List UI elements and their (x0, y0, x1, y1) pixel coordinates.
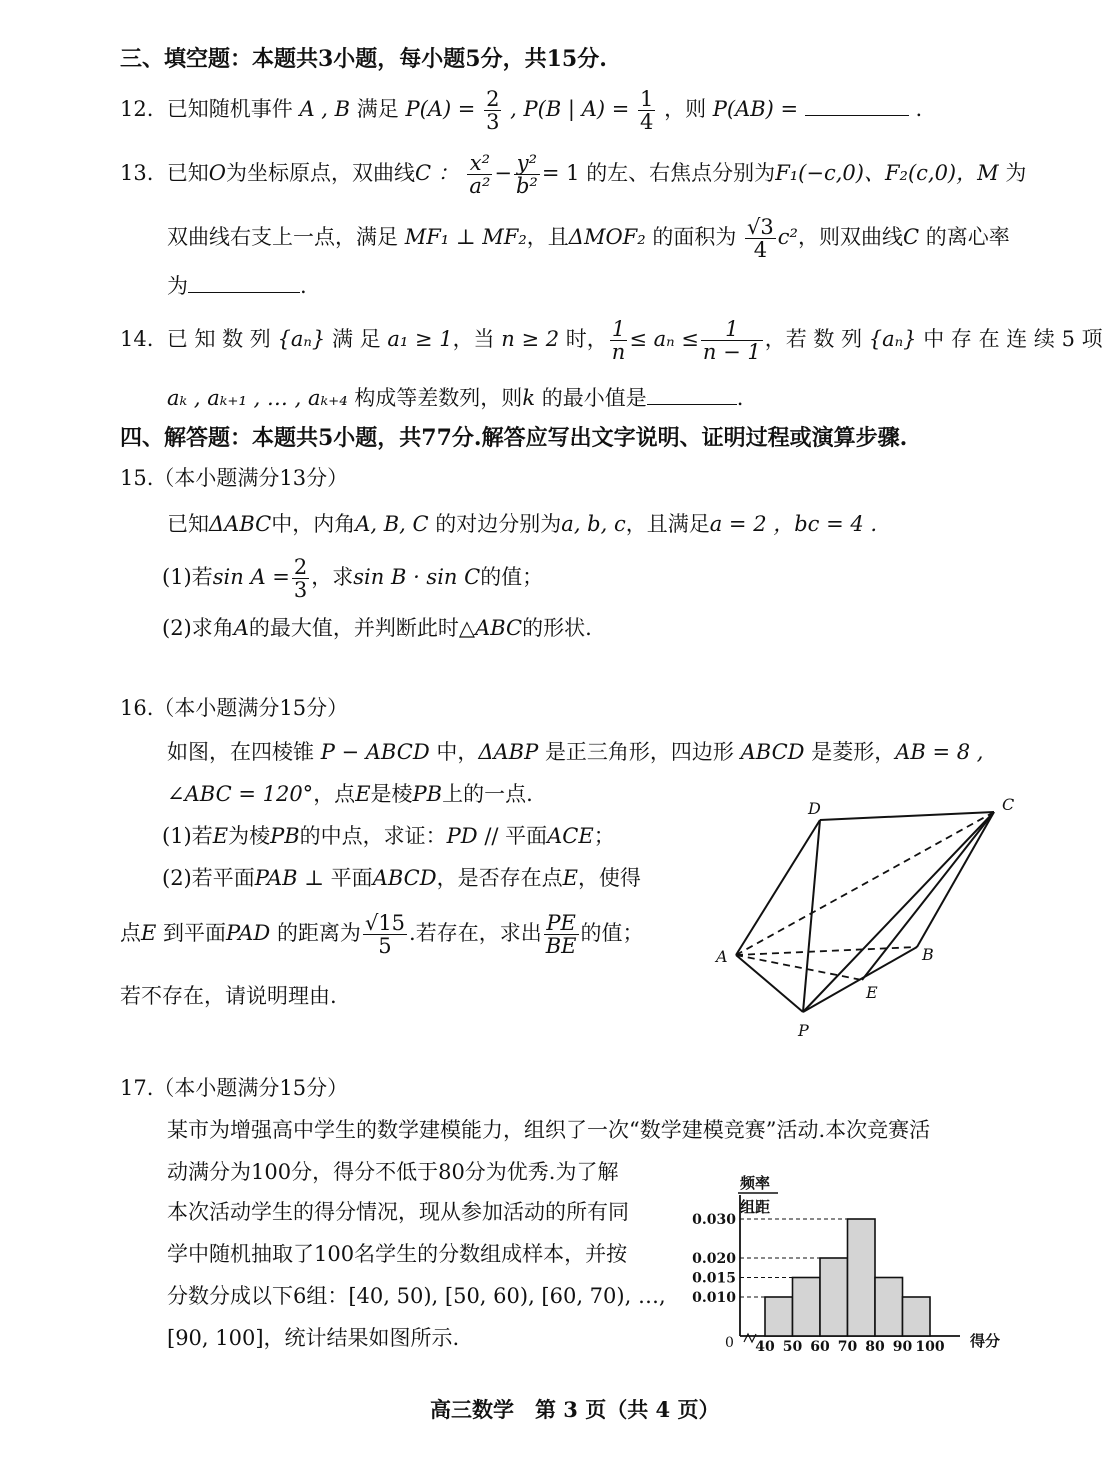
label-d: D (808, 799, 821, 818)
x-tick-label: 70 (837, 1339, 858, 1355)
question-number: 13. (120, 161, 154, 186)
question-number: 14. (120, 327, 154, 352)
x-tick-label: 60 (810, 1339, 830, 1355)
q16-quadrilateral: ABCD (740, 740, 805, 764)
q14-text: 中 存 在 连 续 5 项 (923, 327, 1103, 352)
fraction: $\frac{1}{n - 1}$ (702, 317, 761, 365)
q14-text: 构成等差数列，则 (354, 386, 523, 410)
histogram-bar (820, 1258, 848, 1336)
q16-plane: ACE (547, 824, 594, 848)
q16-point: E (141, 921, 157, 946)
q16-text: ，点 (313, 782, 356, 806)
y-tick-label: 0.010 (692, 1290, 736, 1306)
question-14 (120, 318, 1103, 363)
q15-text: ，且满足 (625, 512, 710, 536)
q15-text: 的值； (480, 565, 544, 590)
q16-text: ，使得 (577, 866, 641, 890)
q12-text: 满足 (356, 97, 399, 122)
q15-text: 中，内角 (271, 512, 356, 536)
q15-sides: a, b, c (561, 512, 626, 536)
question-16-part-1 (162, 820, 615, 850)
frequency-histogram (680, 1170, 1010, 1360)
q14-inequality: ≤ aₙ ≤ (629, 327, 699, 352)
q16-text: ⊥ 平面 (304, 866, 373, 890)
question-15-part-1 (162, 556, 543, 601)
q15-expression: sin B · sin C (353, 565, 481, 590)
q14-sequence: {aₙ} (868, 327, 917, 352)
q14-text: 的最小值是 (541, 386, 647, 410)
edge-dp (803, 820, 820, 1012)
label-e: E (866, 983, 878, 1002)
question-16-part-2-cont (120, 912, 644, 957)
q16-text: .若存在，求出 (409, 921, 542, 946)
q13-end: . (300, 274, 307, 298)
edge-ap (736, 955, 803, 1012)
question-15-header: 15.（本小题满分13分） (120, 466, 349, 490)
label-a: A (716, 947, 728, 966)
q15-text: 的最大值，并判断此时 (248, 616, 459, 640)
q16-triangle: ΔABP (478, 740, 539, 764)
q16-text: 为棱 (228, 824, 271, 848)
section-4-heading: 四、解答题：本题共5小题，共77分.解答应写出文字说明、证明过程或演算步骤. (120, 425, 908, 451)
histogram-bar (848, 1219, 876, 1336)
question-16-part-2-end: 若不存在，请说明理由. (120, 984, 337, 1008)
edge-ae-dashed (736, 955, 862, 980)
q16-text: 的值； (580, 921, 644, 946)
q16-pyramid: P − ABCD (320, 740, 430, 764)
question-13-line-2 (167, 216, 1010, 261)
q16-text: 到平面 (163, 921, 227, 946)
q15-text: 的对边分别为 (435, 512, 562, 536)
q16-ab: AB = 8 , (895, 740, 984, 764)
q15-text: (2)求角 (162, 616, 234, 640)
q13-curve: C ： (414, 161, 459, 186)
histogram-bar (765, 1297, 793, 1336)
edge-ac-dashed (736, 812, 994, 955)
q16-text: 的距离为 (276, 921, 361, 946)
q16-text: 中， (436, 740, 479, 764)
q12-end: . (915, 97, 923, 122)
question-12 (120, 88, 922, 133)
q15-text: (1)若 (162, 565, 213, 590)
question-17-line-6: [90, 100]，统计结果如图所示. (167, 1326, 460, 1350)
y-tick-label: 0.030 (692, 1212, 736, 1228)
q13-text: 为 (1005, 161, 1027, 186)
y-label-top: 频率 (740, 1174, 771, 1192)
edge-dc (820, 812, 994, 820)
question-17-header: 17.（本小题满分15分） (120, 1076, 349, 1100)
q13-text: ，且 (526, 225, 569, 250)
q16-text: ，是否存在点 (436, 866, 563, 890)
x-tick-label: 40 (755, 1339, 775, 1355)
answer-blank[interactable] (647, 403, 737, 405)
minus-sign: − (494, 161, 512, 186)
q13-text: 为坐标原点，双曲线 (225, 161, 415, 186)
q15-text: ，求 (311, 565, 354, 590)
q12-pba: , P(B | A) = (510, 97, 630, 122)
q14-condition: n ≥ 2 (501, 327, 560, 352)
q14-text: 已 知 数 列 (166, 327, 271, 352)
x-tick-label: 100 (915, 1339, 945, 1355)
q13-c-squared: c² (777, 225, 798, 250)
question-number: 12. (120, 97, 154, 122)
q16-plane: ABCD (372, 866, 437, 890)
q16-text: 上的一点. (442, 782, 533, 806)
q15-text: 已知 (167, 512, 209, 536)
origin-label: 0 (725, 1335, 734, 1351)
q15-angles: A, B, C (355, 512, 429, 536)
fraction: $\frac{√3}{4}$ (747, 215, 774, 263)
x-axis-label: 得分 (970, 1332, 1001, 1350)
q16-edge: PB (270, 824, 300, 848)
question-13 (120, 152, 1026, 197)
q13-text: 双曲线右支上一点，满足 (167, 225, 398, 250)
x-tick-label: 80 (865, 1339, 885, 1355)
q16-text: (1)若 (162, 824, 213, 848)
section-3-heading: 三、填空题：本题共3小题，每小题5分，共15分. (120, 46, 607, 72)
histogram-bar (875, 1278, 903, 1337)
q16-angle: ∠ABC = 120° (167, 782, 314, 806)
q15-triangle: △ABC (458, 616, 523, 640)
equation-rhs: = 1 (541, 161, 580, 186)
q16-edge: PB (412, 782, 443, 806)
q15-sin: sin A = (212, 565, 290, 590)
fraction: $\frac{\text{x²}}{\text{a²}}$ (469, 151, 491, 199)
y-tick-label: 0.020 (692, 1251, 736, 1267)
fraction: $\frac{√15}{5}$ (364, 911, 406, 959)
fraction: $\frac{2}{3}$ (486, 87, 500, 135)
x-tick-label: 90 (892, 1339, 913, 1355)
q14-end: . (736, 386, 744, 410)
histogram-bar (903, 1297, 931, 1336)
question-15-stem (167, 508, 877, 538)
q16-point: E (212, 824, 229, 848)
answer-blank[interactable] (188, 291, 300, 293)
pyramid-figure (700, 790, 1030, 1050)
q14-text: ，当 (452, 327, 495, 352)
q13-text: 已知 (166, 161, 209, 186)
label-b: B (922, 945, 934, 964)
y-label-bottom: 组距 (740, 1198, 771, 1216)
q12-pab: P(AB) = (712, 97, 799, 122)
q15-text: 的形状. (522, 616, 592, 640)
x-tick-label: 50 (782, 1339, 803, 1355)
q13-text: 的离心率 (925, 225, 1010, 250)
q16-point: E (562, 866, 578, 890)
edge-cp (803, 812, 994, 1012)
q12-text: 已知随机事件 (166, 97, 293, 122)
q16-text: // 平面 (484, 824, 548, 848)
q12-pa: P(A) = (405, 97, 476, 122)
question-17-line-2: 动满分为100分，得分不低于80分为优秀.为了解 (167, 1160, 619, 1184)
q13-perp: MF₁ ⊥ MF₂ (404, 225, 527, 250)
q13-curve: C (902, 225, 920, 250)
q14-text: 时， (565, 327, 608, 352)
q15-triangle: ΔABC (209, 512, 272, 536)
q13-foci: F₁(−c,0)、F₂(c,0)，M (775, 161, 999, 186)
q16-text: 是菱形， (811, 740, 896, 764)
question-17-line-1: 某市为增强高中学生的数学建模能力，组织了一次“数学建模竞赛”活动.本次竞赛活 (167, 1118, 931, 1142)
question-17-line-5: 分数分成以下6组：[40, 50), [50, 60), [60, 70), …, (167, 1284, 666, 1308)
q14-text: ，若 数 列 (764, 327, 863, 352)
q16-edge: PD (446, 824, 478, 848)
q16-text: (2)若平面 (162, 866, 255, 890)
q16-text: ； (593, 824, 615, 848)
label-p: P (798, 1021, 809, 1040)
label-c: C (1002, 795, 1015, 814)
fraction: $\frac{\text{y²}}{\text{b²}}$ (515, 151, 538, 199)
q14-terms: aₖ , aₖ₊₁ , … , aₖ₊₄ (167, 386, 348, 410)
y-tick-label: 0.015 (692, 1270, 736, 1287)
fraction: $\frac{PE}{BE}$ (545, 911, 577, 959)
question-14-line-2 (167, 382, 743, 412)
q16-text: 是正三角形，四边形 (544, 740, 734, 764)
edge-ab-dashed (736, 947, 917, 955)
q13-text: 为 (167, 274, 188, 298)
q15-angle: A (233, 616, 249, 640)
q14-text: 满 足 (331, 327, 381, 352)
q14-sequence: {aₙ} (277, 327, 326, 352)
q15-values: a = 2 ，bc = 4 . (709, 512, 878, 536)
q13-triangle: ΔMOF₂ (568, 225, 646, 250)
q16-point: E (355, 782, 371, 806)
question-15-part-2 (162, 612, 592, 642)
question-16-stem-1 (167, 736, 983, 766)
fraction: $\frac{2}{3}$ (293, 555, 308, 603)
q13-text: ，则双曲线 (797, 225, 903, 250)
edge-ad (736, 820, 820, 955)
question-16-stem-2 (167, 778, 533, 808)
fraction: $\frac{1}{n}$ (611, 317, 626, 365)
q16-plane: PAD (226, 921, 271, 946)
q16-text: 的中点，求证： (299, 824, 447, 848)
q12-text: ，则 (664, 97, 707, 122)
q16-text: 如图，在四棱锥 (167, 740, 314, 764)
question-16-header: 16.（本小题满分15分） (120, 696, 349, 720)
q13-origin: O (208, 161, 226, 186)
q16-text: 点 (120, 921, 141, 946)
question-13-line-3 (167, 270, 307, 300)
q13-text: 的面积为 (652, 225, 737, 250)
q14-k: k (522, 386, 536, 410)
question-17-line-4: 学中随机抽取了100名学生的分数组成样本，并按 (167, 1242, 628, 1266)
q16-text: 是棱 (370, 782, 413, 806)
answer-blank[interactable] (805, 114, 909, 116)
histogram-bar (793, 1278, 821, 1337)
q14-condition: a₁ ≥ 1 (387, 327, 453, 352)
question-16-part-2 (162, 862, 641, 892)
q13-text: 的左、右焦点分别为 (586, 161, 776, 186)
page-footer: 高三数学 第 3 页（共 4 页） (430, 1397, 720, 1422)
fraction: $\frac{1}{4}$ (640, 87, 654, 135)
q16-plane: PAB (254, 866, 298, 890)
q12-vars: A , B (299, 97, 351, 122)
question-17-line-3: 本次活动学生的得分情况，现从参加活动的所有同 (167, 1200, 629, 1224)
